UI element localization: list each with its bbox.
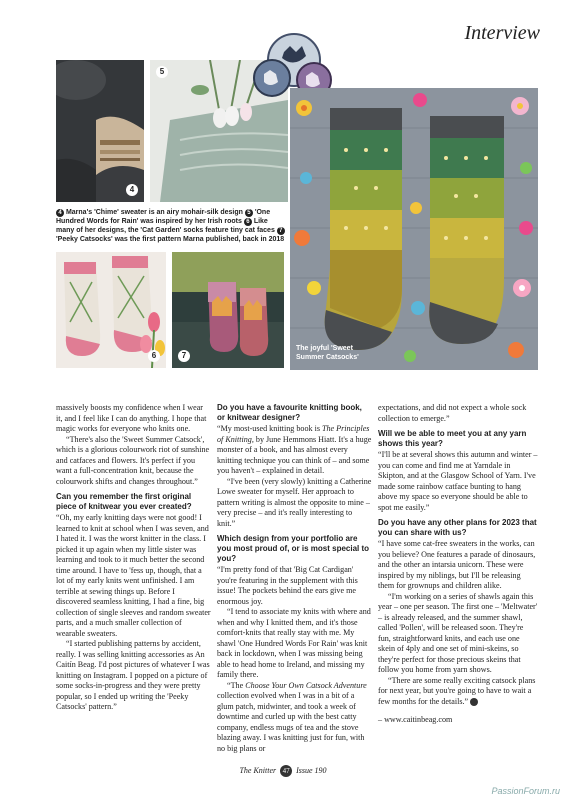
footer-issue: Issue 190 [296, 766, 327, 775]
col3-website-url[interactable]: – www.caitinbeag.com [378, 715, 453, 724]
caption-text-6: Like many of her designs, the 'Cat Garden' socks feature tiny cat faces [56, 218, 275, 234]
col3-paragraph-4: “I'm working on a series of shawls again this year – one per season. The first one – 'Meltwater' – is already released, and the summer shawl, called 'Pollen', will be released soon. They're fun, straightforward knits, and each use one skein of 4ply and one set of mini-skeins, so they're perfect for those precious skeins that follow you home from yarn shows. [378, 591, 538, 674]
photo-captions [56, 208, 286, 244]
peeky-catsocks-illustration [172, 252, 284, 368]
col1-paragraph-4: “I started publishing patterns by accident, really. I was selling knitting accessories as An Caitín Beag. I'd post pictures of whatever I was knitting on Instagram. I popped on a picture of some socks-in-progress and they were pretty popular, so I ended up writing the 'Peeky Catsocks' pattern.” [56, 639, 210, 711]
caption-number-4: 4 [56, 209, 64, 217]
col2-paragraph-5: “The Choose Your Own Catsock Adventure collection evolved when I was in a bit of a glum patch, midwinter, and took a week of downtime and curled up with the best catty company, endless mugs of tea and the stove blazing away. I was knitting just for fun, with no big plans or [217, 680, 367, 753]
col2-question-2: Which design from your portfolio are you most proud of, or is most special to you? [217, 534, 370, 563]
sweater-illustration [56, 60, 144, 202]
col2-paragraph-4: “I tend to associate my knits with where and when and why I knitted them, and it's those comfort-knits that really stay with me. My shawl 'One Hundred Words For Rain' was knit back in lockdown, when I was missing being able to head home to Ireland, and missing my family there. [217, 607, 371, 679]
caption-text-7: 'Peeky Catsocks' was the first pattern Marna published, back in 2018 [56, 236, 285, 243]
col1-paragraph-1: massively boosts my confidence when I wear it, and I feel like I can do anything. I hope that magic works for everyone who knits one. [56, 403, 207, 433]
photo-number-4: 4 [126, 184, 138, 196]
caption-text-5: 'One Hundred Words for Rain' was inspired by her Irish roots [56, 209, 271, 225]
photo-number-6: 6 [148, 350, 160, 362]
col2-paragraph-1: “My most-used knitting book is The Principles of Knitting, by June Hemmons Hiatt. It's a huge monster of a book, and has almost every knitting technique you can think of – and some you haven't – explained in detail. [217, 424, 372, 475]
footer-magazine-name: The Knitter [239, 766, 277, 775]
col3-paragraph-3: “I have some cat-free sweaters in the works, can you believe? One features a parade of dinosaurs, and the other an intarsia unicorn. These were inspired by my niblings, but I'll be releasing them for grownups and children alike. [378, 539, 536, 590]
col3-paragraph-1: expectations, and did not expect a whole sock collection to emerge.” [378, 403, 527, 423]
caption-number-5: 5 [245, 209, 253, 217]
col3-question-2: Do you have any other plans for 2023 that you can share with us? [378, 518, 537, 537]
section-title: Interview [464, 22, 540, 44]
photo-number-5: 5 [156, 66, 168, 78]
photo-cat-garden-socks [56, 252, 166, 368]
col1-paragraph-2: “There's also the 'Sweet Summer Catsock', which is a glorious colourwork riot of sunshine and catfaces and flowers. It's perfect if you want a full-concentration knit, because the colourwork shifts and changes throughout.” [56, 434, 210, 486]
footer-page-number: 47 [280, 765, 292, 777]
photo-number-7: 7 [178, 350, 190, 362]
col2-question-1: Do you have a favourite knitting book, or knitwear designer? [217, 403, 362, 422]
col3-question-1: Will we be able to meet you at any yarn shows this year? [378, 429, 527, 448]
big-photo-caption: The joyful 'Sweet Summer Catsocks' [296, 345, 359, 361]
photo-peeky-catsocks [172, 252, 284, 368]
caption-number-7: 7 [277, 227, 285, 235]
photo-chime-sweater [56, 60, 144, 202]
catsocks-illustration [290, 88, 538, 370]
col2-paragraph-3: “I'm pretty fond of that 'Big Cat Cardigan' you're featuring in the supplement with this issue! The pockets behind the ears give me enormous joy. [217, 565, 358, 606]
article-column-3 [378, 403, 538, 726]
photo-sweet-summer-catsocks [290, 88, 538, 370]
caption-text-4: Marna's 'Chime' sweater is an airy mohair-silk design [65, 209, 243, 216]
caption-number-6: 6 [244, 218, 252, 226]
article-column-2 [217, 403, 372, 754]
col3-paragraph-5: “There are some really exciting catsock plans for next year, but you're going to have to wait a few months for the details.” [378, 675, 536, 706]
col2-paragraph-2: “I've been (very slowly) knitting a Catherine Lowe sweater for myself. Her approach to pattern writing is almost the opposite to mine – very precise – and it's really interesting to knit.” [217, 476, 372, 528]
col1-paragraph-3: “Oh, my early knitting days were not good! I learned to knit at school when I was seven, and I hated it. I was the worst knitter in the class. I picked it up again when my little sister was learning and took to it much better the second time around. I have to 'fess up, though, that a lot of my early knits went unfinished. I am terrible at sewing things up. Before I discovered seamless knitting, I had a fine, big collection of single sleeves and random sweater parts, and a much smaller collection of wearable sweaters. [56, 513, 211, 638]
site-watermark: PassionForum.ru [491, 786, 560, 796]
col1-question-1: Can you remember the first original piece of knitwear you ever created? [56, 492, 192, 511]
col3-paragraph-2: “I'll be at several shows this autumn and winter – you can come and find me at Yarndale in Skipton, and at the Glasgow School of Yarn. I've made some rainbow catface bunting to hang above my space so everyone should be able to spot me easily.” [378, 450, 538, 512]
end-of-article-icon [470, 698, 478, 706]
article-column-1 [56, 403, 211, 713]
page-footer [0, 765, 566, 777]
